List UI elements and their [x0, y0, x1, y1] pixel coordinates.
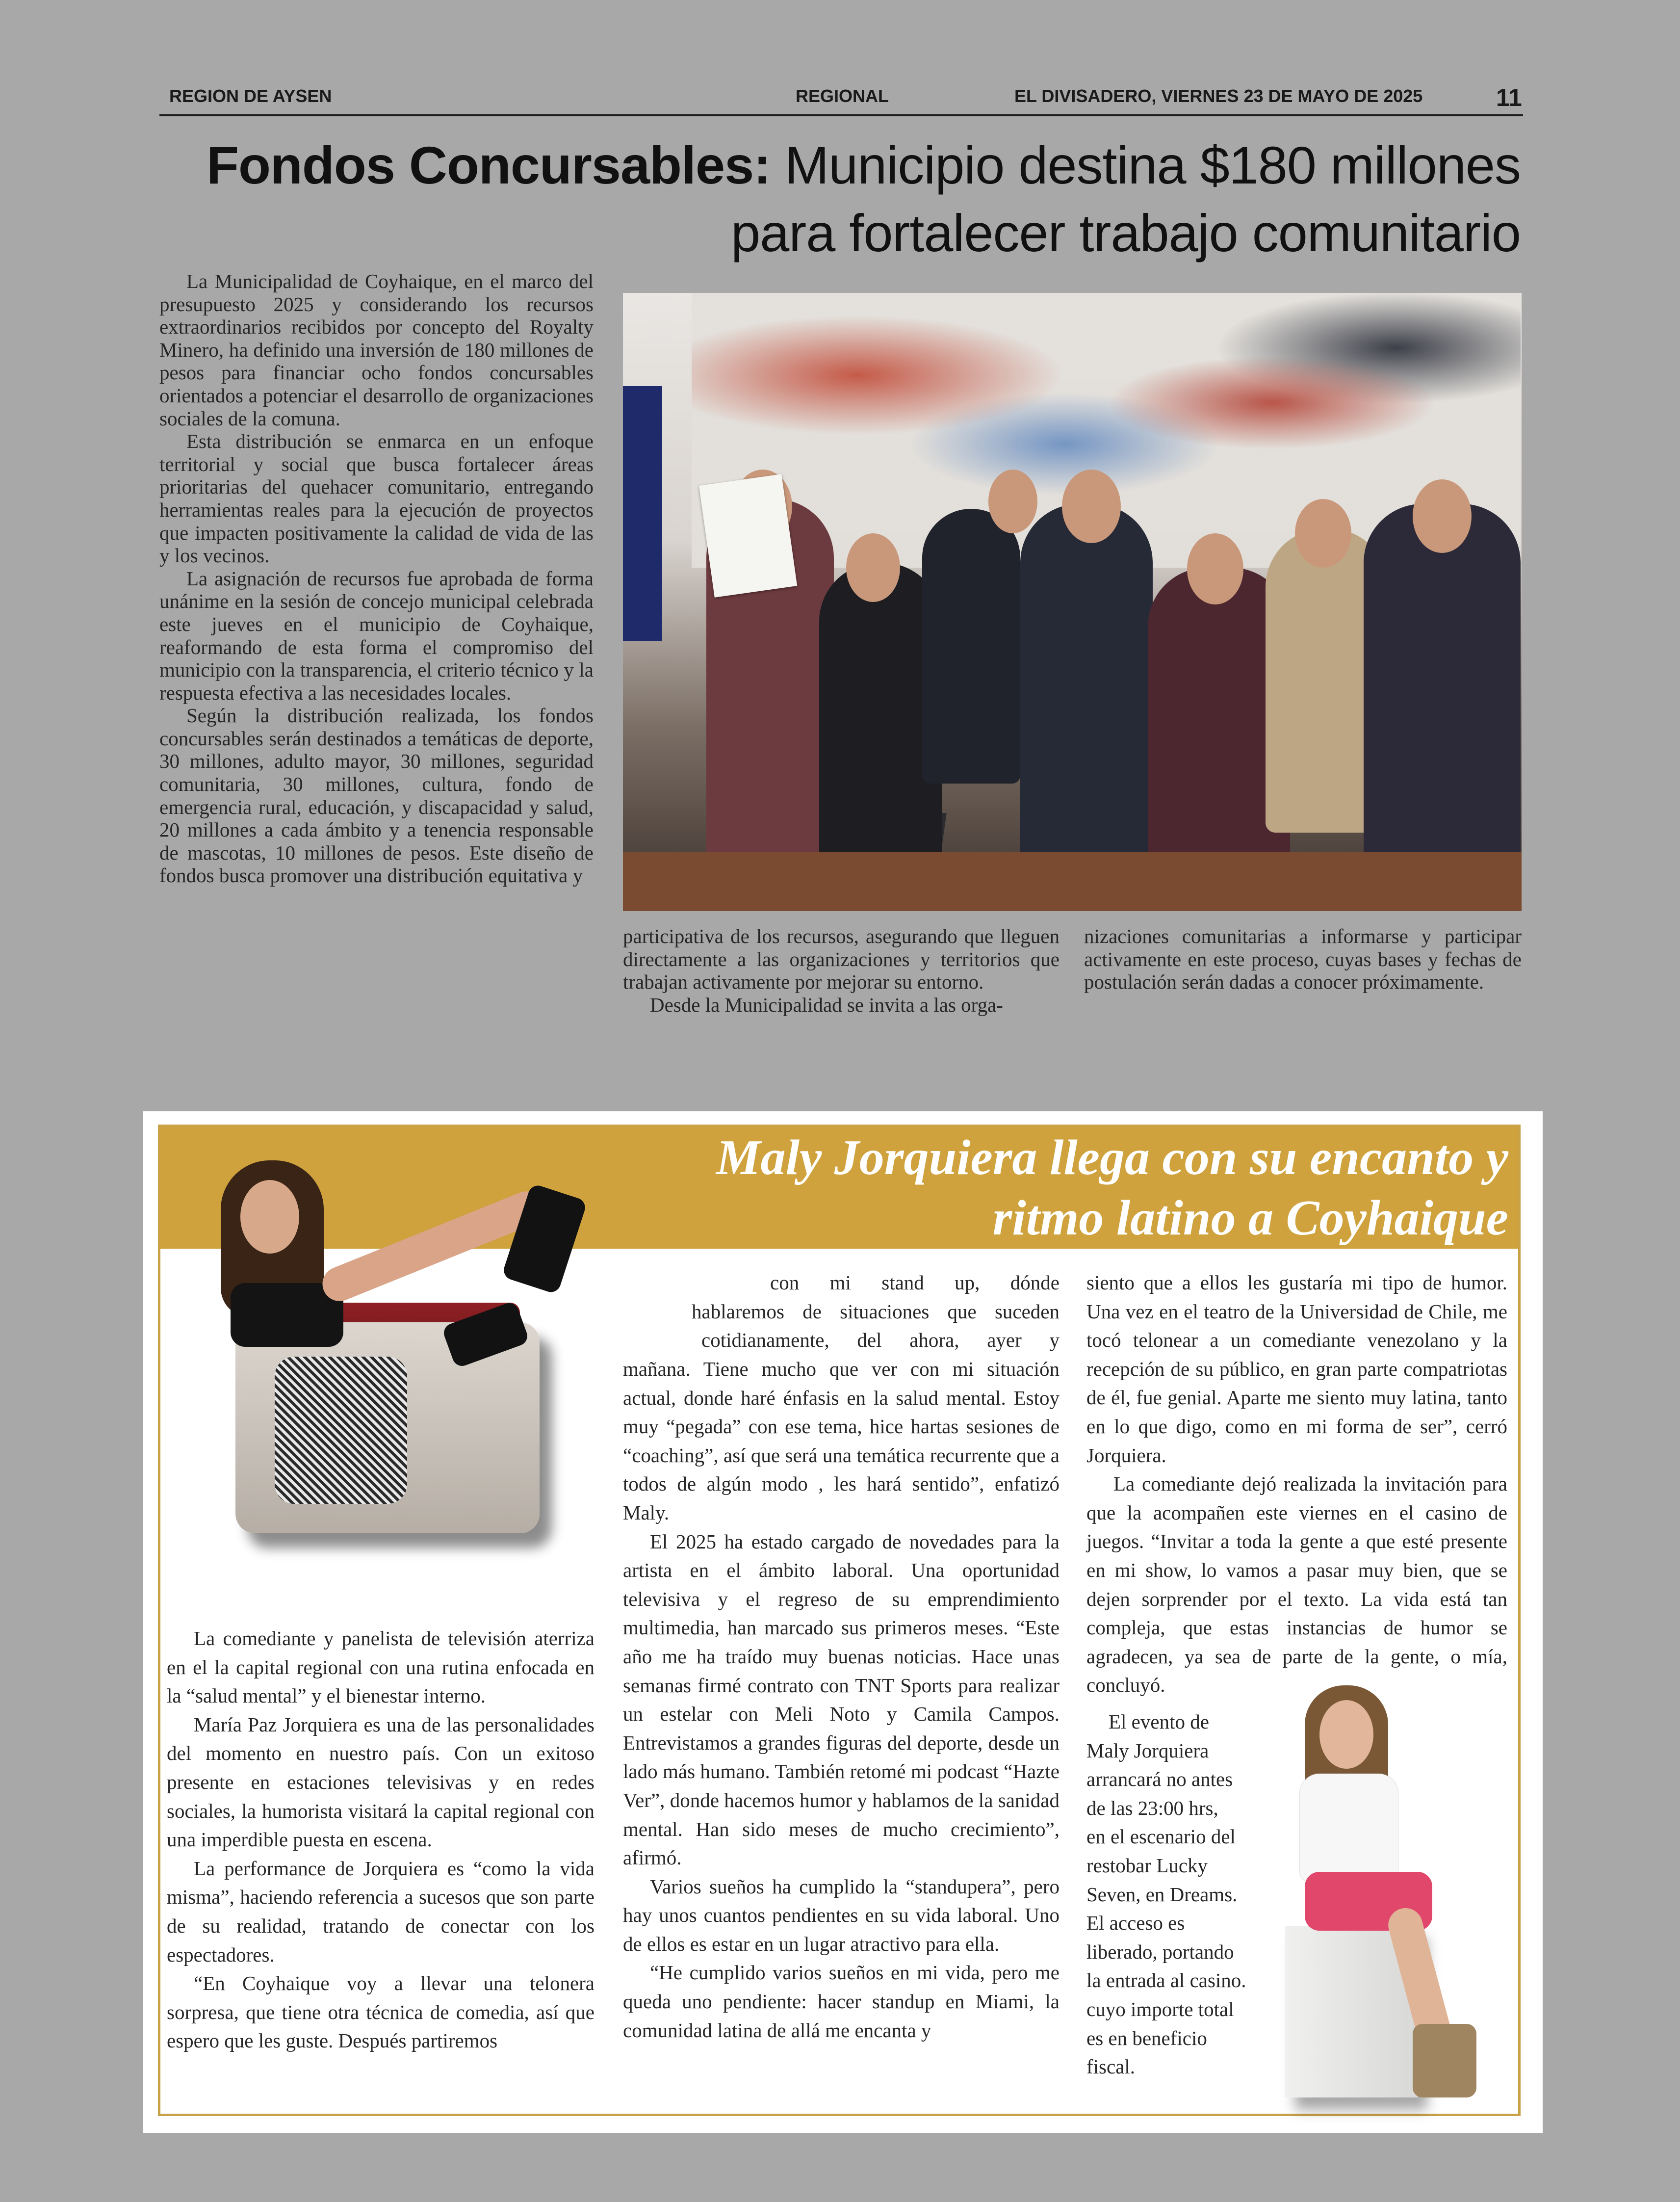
comedian-chair-photo — [162, 1160, 623, 1553]
article1-photo — [623, 293, 1522, 911]
boot — [1413, 2024, 1476, 2097]
article1-column-2 — [623, 925, 1060, 1016]
shirt — [1300, 1774, 1398, 1882]
paragraph: La Municipalidad de Coyhaique, en el marco del presupuesto 2025 y considerando los recursos extraordinarios recibidos por concepto del Royalty Minero, ha definido una inversión de 180 millones de pesos para financiar ocho fondos concursables orientados a potenciar el desarrollo de organizaciones sociales de la comuna. — [159, 270, 594, 430]
person-4 — [1020, 504, 1153, 887]
comedian-cube-photo — [1266, 1685, 1521, 2107]
text-line: Seven, en Dreams. — [1086, 1883, 1238, 1906]
skirt — [275, 1357, 407, 1504]
paragraph: Desde la Municipalidad se invita a las orga- — [650, 993, 1003, 1016]
article2-title — [540, 1127, 1508, 1248]
text-line: en el escenario del — [1086, 1825, 1236, 1848]
person-3 — [922, 509, 1020, 784]
article2-column-1 — [167, 1624, 594, 2055]
text-line: El acceso es — [1086, 1912, 1185, 1935]
section-label: REGION DE AYSEN — [169, 86, 332, 106]
paragraph: La performance de Jorquiera es “como la vida misma”, haciendo referencia a sucesos que son parte de su realidad, tratando de conectar con los espectadores. — [167, 1857, 594, 1966]
paragraph: “He cumplido varios sueños en mi vida, pero me queda uno pendiente: hacer standup en Miami, la comunidad latina de allá me encanta y — [623, 1961, 1060, 2042]
table — [623, 852, 1522, 911]
paper-date: EL DIVISADERO, VIERNES 23 DE MAYO DE 2025 — [1014, 86, 1423, 106]
paragraph: nizaciones comunitarias a informarse y participar activamente en este proceso, cuyas bases y fechas de postulación serán dadas a conocer próximamente. — [1084, 925, 1522, 994]
paragraph: El 2025 ha estado cargado de novedades para la artista en el ámbito laboral. Una oportunidad televisiva y el regreso de su emprendimiento multimedia, han marcado sus primeros meses. “Este año me ha traído muy buenas noticias. Hace unas semanas firmé contrato con TNT Sports para realizar un estelar con Meli Noto y Camila Campos. Entrevistamos a grandes figuras del deporte, desde un lado más humano. También retomé mi podcast “Hazte Ver”, donde hacemos humor y hablamos de la sanidad mental. Han sido meses de mucho crecimiento”, afirmó. — [623, 1530, 1060, 1869]
person-5-face — [1187, 533, 1243, 604]
article2-title-line2: ritmo latino a Coyhaique — [992, 1190, 1508, 1246]
wrap-line: con mi stand up, dónde — [770, 1271, 1060, 1294]
headline-kicker: Fondos Concursables: — [206, 135, 771, 195]
person-3-face — [988, 470, 1037, 533]
paragraph: mañana. Tiene mucho que ver con mi situación actual, donde haré énfasis en la salud mental. Estoy muy “pegada” con ese tema, hice hartas sesiones de “coaching”, así que será una temática recurrente que a todos de algún modo , les hará sentido”, enfatizó Maly. — [623, 1358, 1060, 1524]
headline-line1: Municipio destina $180 millones — [785, 135, 1521, 195]
article2-column-3 — [1086, 1268, 1507, 1700]
text-line: liberado, portando — [1086, 1940, 1234, 1963]
text-line: la entrada al casino. — [1086, 1969, 1246, 1992]
text-line: arrancará no antes — [1086, 1768, 1233, 1791]
paragraph: La comediante y panelista de televisión aterriza en el la capital regional con una rutina enfocada en la “salud mental” y el bienestar interno. — [167, 1627, 594, 1707]
paragraph: Según la distribución realizada, los fondos concursables serán destinados a temáticas de deporte, 30 millones, adulto mayor, 30 millones, seguridad comunitaria, 30 millones, cultura, fondo de emergencia rural, educación, y discapacidad y salud, 20 millones a cada ámbito y a tenencia responsable de mascotas, 10 millones de pesos. Este diseño de fondos busca promover una distribución equitativa y — [159, 704, 594, 887]
text-line: de las 23:00 hrs, — [1086, 1796, 1218, 1819]
person-7 — [1364, 504, 1521, 911]
article1-headline — [162, 131, 1521, 267]
article1-column-3 — [1084, 925, 1522, 994]
held-document — [699, 474, 797, 597]
paragraph: María Paz Jorquiera es una de las personalidades del momento en nuestro país. Con un exitoso presente en estaciones televisivas y en redes sociales, la humorista visitará la capital regional con una imperdible puesta en escena. — [167, 1713, 594, 1851]
person-2-face — [846, 533, 900, 602]
article2-title-line1: Maly Jorquiera llega con su encanto y — [716, 1130, 1508, 1185]
face — [1319, 1700, 1373, 1769]
header-rule — [159, 114, 1523, 116]
article2-column-3-narrow — [1086, 1707, 1283, 2081]
flag — [623, 386, 662, 641]
article2-column-2-wrap — [623, 1268, 1060, 1355]
wrap-line: cotidianamente, del ahora, ayer y — [701, 1329, 1060, 1352]
headline-line2: para fortalecer trabajo comunitario — [731, 203, 1521, 262]
section-name: REGIONAL — [796, 86, 889, 106]
article2-column-2 — [623, 1355, 1060, 2045]
face — [240, 1180, 299, 1254]
paragraph: Varios sueños ha cumplido la “standupera”, pero hay unos cuantos pendientes en su vida laboral. Uno de ellos es estar en un lugar atractivo para ella. — [623, 1875, 1060, 1955]
text-line: fiscal. — [1086, 2055, 1136, 2078]
text-line: restobar Lucky — [1086, 1854, 1208, 1877]
person-6-face — [1295, 499, 1351, 568]
article1-column-1 — [159, 270, 594, 887]
page-number: 11 — [1496, 84, 1522, 111]
text-line: cuyo importe total — [1086, 1997, 1234, 2020]
paragraph: participativa de los recursos, asegurando que lleguen directamente a las organizaciones y territorios que trabajan activamente por mejorar su entorno. — [623, 925, 1060, 994]
paragraph: “En Coyhaique voy a llevar una telonera sorpresa, que tiene otra técnica de comedia, así que espero que les guste. Después partiremos — [167, 1972, 594, 2052]
paragraph: La asignación de recursos fue aprobada de forma unánime en la sesión de concejo municipal celebrada este jueves en el municipio de Coyhaique, reaformando de esta forma el compromiso del municipio con la transparencia, el criterio técnico y la respuesta efectiva a las necesidades locales. — [159, 567, 594, 704]
paragraph: Esta distribución se enmarca en un enfoque territorial y social que busca fortalecer áreas prioritarias del quehacer comunitario, entregando herramientas reales para la ejecución de proyectos que impacten positivamente la calidad de vida de las y los vecinos. — [159, 430, 594, 567]
text-line: Maly Jorquiera — [1086, 1739, 1209, 1762]
text-line: El evento de — [1109, 1710, 1209, 1733]
paragraph: La comediante dejó realizada la invitación para que la acompañen este viernes en el casino de juegos. “Invitar a toda la gente a que esté presente en mi show, lo vamos a pasar muy bien, que se dejen sorprender por el texto. La vida está tan compleja, que estas instancias de humor se agradecen, ya sea de parte de la gente, o mía, concluyó. — [1086, 1472, 1507, 1697]
paragraph: siento que a ellos les gustaría mi tipo de humor. Una vez en el teatro de la Universidad de Chile, me tocó telonear a un comediante venezolano y la recepción de su público, en gran parte compatriotas de él, fue genial. Aparte me siento muy latina, tanto en lo que digo, como en mi forma de ser”, cerró Jorquiera. — [1086, 1271, 1507, 1467]
person-7-face — [1413, 479, 1472, 553]
wrap-line: hablaremos de situaciones que suceden — [692, 1300, 1060, 1323]
text-line: es en beneficio — [1086, 2026, 1207, 2049]
person-4-face — [1062, 470, 1121, 543]
